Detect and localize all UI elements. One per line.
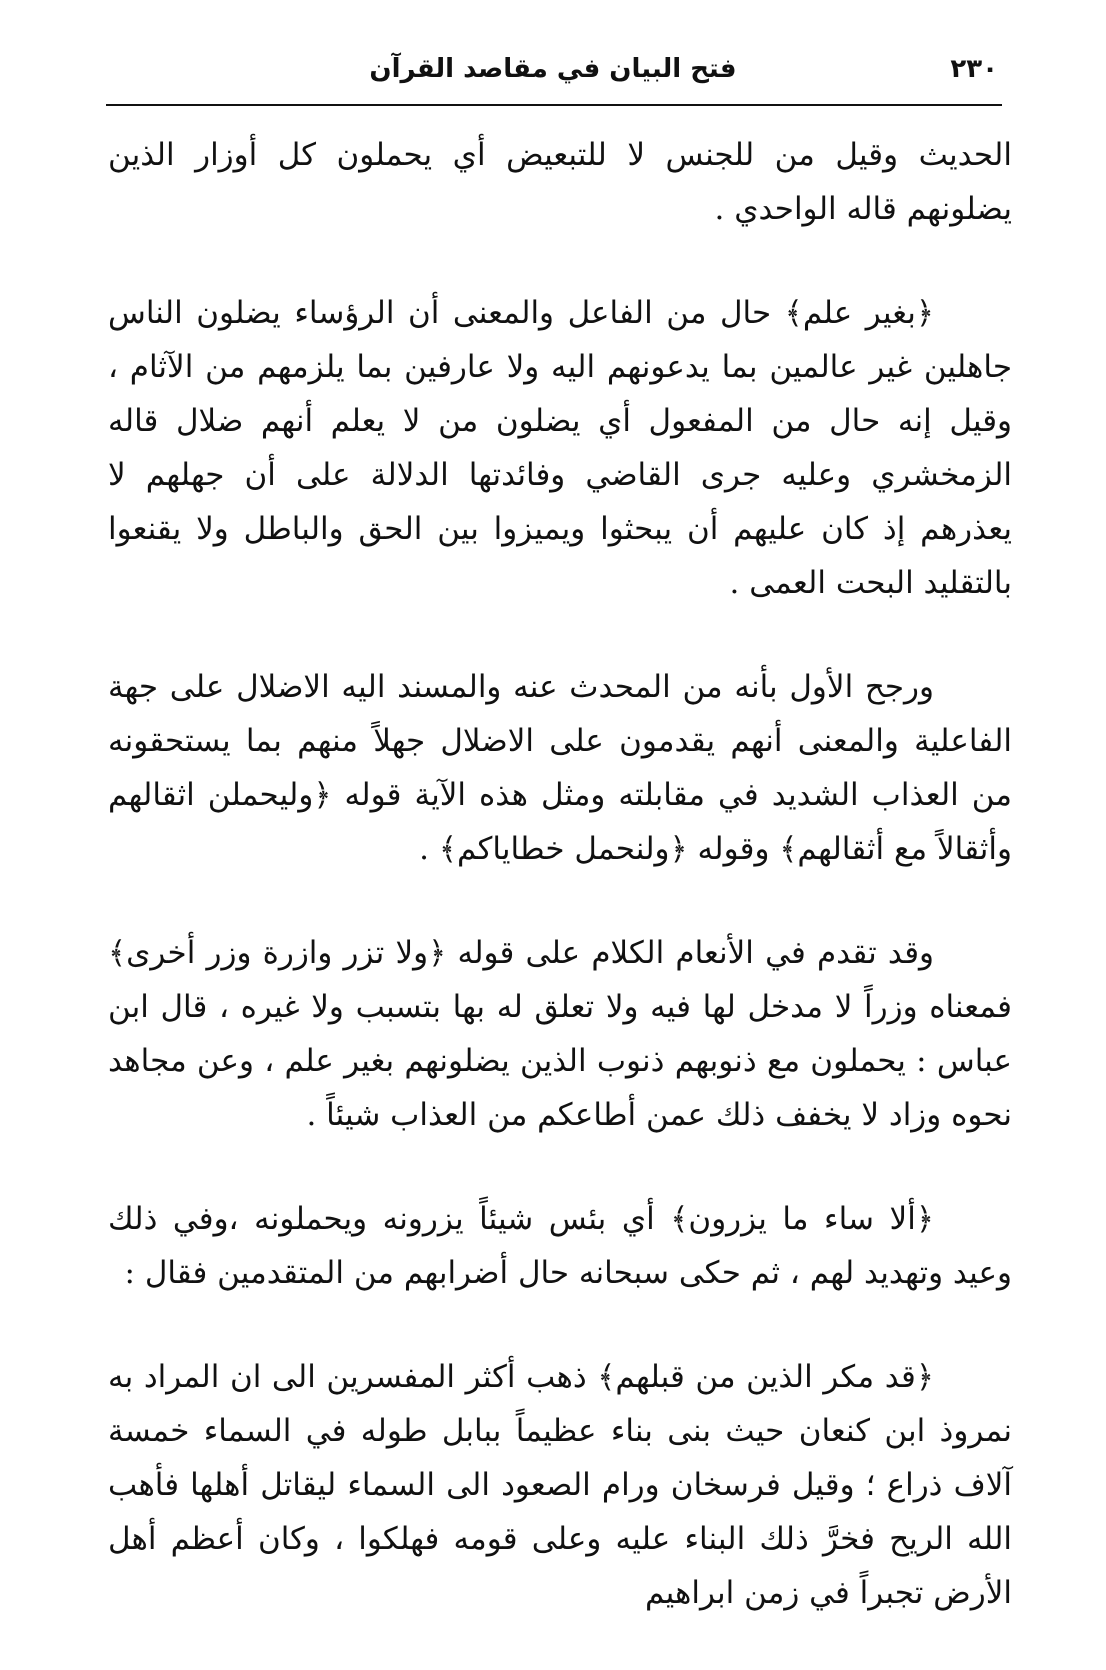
page-header [108, 52, 998, 100]
paragraph-5: ﴿ألا ساء ما يزرون﴾ أي بئس شيئاً يزرونه ويحملونه ،وفي ذلك وعيد وتهديد لهم ، ثم حكى سبحانه حال أضرابهم من المتقدمين فقال : [108, 1201, 1012, 1291]
running-title: فتح البيان في مقاصد القرآن [369, 54, 737, 84]
page-number: ٢٣٠ [950, 54, 998, 84]
paragraph-3: ورجح الأول بأنه من المحدث عنه والمسند اليه الاضلال على جهة الفاعلية والمعنى أنهم يقدمون على الاضلال جهلاً منهم بما يستحقونه من العذاب الشديد في مقابلته ومثل هذه الآية قوله ﴿وليحملن اثقالهم وأثقالاً مع أثقالهم﴾ وقوله ﴿ولنحمل خطاياكم﴾ . [108, 669, 1012, 867]
body-text [108, 128, 1012, 1670]
paragraph-4: وقد تقدم في الأنعام الكلام على قوله ﴿ولا تزر وازرة وزر أخرى﴾ فمعناه وزراً لا مدخل لها فيه ولا تعلق له بها بتسبب ولا غيره ، قال ابن عباس : يحملون مع ذنوبهم ذنوب الذين يضلونهم بغير علم ، وعن مجاهد نحوه وزاد لا يخفف ذلك عمن أطاعكم من العذاب شيئاً . [108, 935, 1012, 1133]
paragraph-2: ﴿بغير علم﴾ حال من الفاعل والمعنى أن الرؤساء يضلون الناس جاهلين غير عالمين بما يدعونهم اليه ولا عارفين بما يلزمهم من الآثام ، وقيل إنه حال من المفعول أي يضلون من لا يعلم أنهم ضلال قاله الزمخشري وعليه جرى القاضي وفائدتها الدلالة على أن جهلهم لا يعذرهم إذ كان عليهم أن يبحثوا ويميزوا بين الحق والباطل ولا يقنعوا بالتقليد البحت العمى . [108, 295, 1012, 601]
header-rule [106, 104, 1002, 106]
paragraph-1: الحديث وقيل من للجنس لا للتبعيض أي يحملون كل أوزار الذين يضلونهم قاله الواحدي . [108, 137, 1012, 227]
paragraph-6: ﴿قد مكر الذين من قبلهم﴾ ذهب أكثر المفسرين الى ان المراد به نمروذ ابن كنعان حيث بنى بناء عظيماً ببابل طوله في السماء خمسة آلاف ذراع ؛ وقيل فرسخان ورام الصعود الى السماء ليقاتل أهلها فأهب الله الريح فخرَّ ذلك البناء عليه وعلى قومه فهلكوا ، وكان أعظم أهل الأرض تجبراً في زمن ابراهيم [108, 1359, 1012, 1611]
